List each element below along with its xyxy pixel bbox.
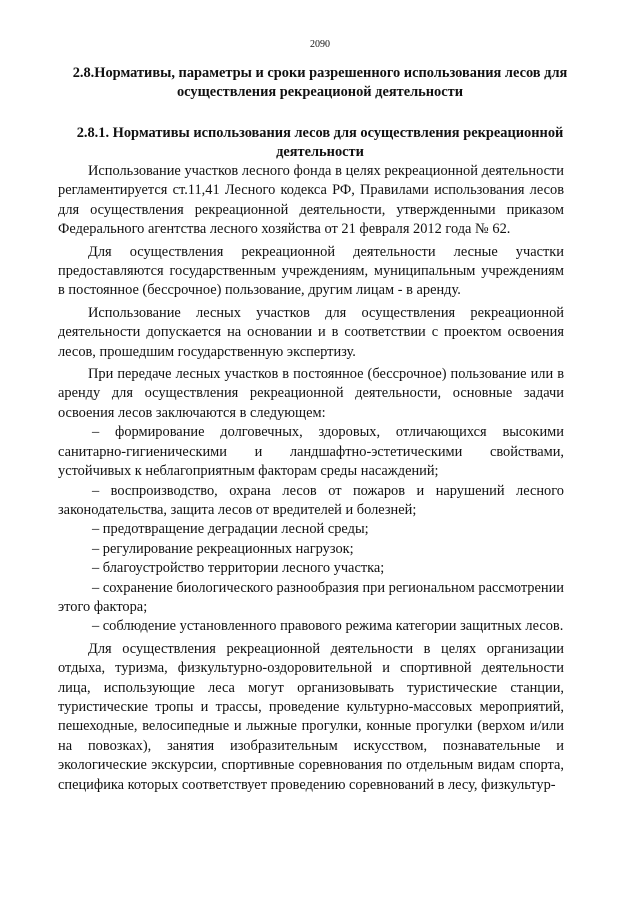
paragraph: Для осуществления рекреационной деятельности лесные участки предоставляются государственным учреждениям, муниципальным учреждениям в постоянное (бессрочное) пользование, другим лицам - в аренду. [58,243,564,299]
list-item: – соблюдение установленного правового режима категории защитных лесов. [92,618,564,635]
list-item: – формирование долговечных, здоровых, отличающихся высокими санитарно-гигиеническими и ландшафтно-эстетическими свойствами, устойчивых к неблагоприятным факторам среды насаждений; [58,424,564,480]
section-heading: 2.8.Нормативы, параметры и сроки разрешенного использования лесов для осуществления рекреационой деятельности [72,65,568,100]
paragraph: При передаче лесных участков в постоянное (бессрочное) пользование или в аренду для осуществления рекреационной деятельности, основные задачи освоения лесов заключаются в следующем: [58,366,564,421]
list-item: – благоустройство территории лесного участка; [92,560,385,577]
list-item: – предотвращение деградации лесной среды; [92,521,369,538]
subsection-heading: 2.8.1. Нормативы использования лесов для осуществления рекреационной деятельности [76,125,564,160]
list-item: – сохранение биологического разнообразия при региональном рассмотрении этого фактора; [58,579,564,615]
document-body [58,162,564,795]
page-number: 2090 [310,39,330,50]
paragraph: Использование лесных участков для осуществления рекреационной деятельности допускается на основании и в соответствии с проектом освоения лесов, прошедшим государственную экспертизу. [58,304,564,360]
paragraph: Для осуществления рекреационной деятельности в целях организации отдыха, туризма, физкультурно-оздоровительной и спортивной деятельности лица, использующие леса могут организовывать туристические станции, туристические тропы и трассы, проведение культурно-массовых мероприятий, пешеходные, велосипедные и лыжные прогулки, конные прогулки (верхом и/или на повозках), занятия изобразительным искусством, познавательные и экологические экскурсии, спортивные соревнования по отдельным видам спорта, специфика которых соответствует проведению соревнований в лесу, физкультур- [58,640,564,793]
paragraph: Использование участков лесного фонда в целях рекреационной деятельности регламентируется ст.11,41 Лесного кодекса РФ, Правилами использования лесов для осуществления рекреационной деятельности, утвержденными приказом Федерального агентства лесного хозяйства от 21 февраля 2012 года № 62. [58,163,564,238]
list-item: – воспроизводство, охрана лесов от пожаров и нарушений лесного законодательства, защита лесов от вредителей и болезней; [58,482,564,518]
list-item: – регулирование рекреационных нагрузок; [92,540,354,557]
